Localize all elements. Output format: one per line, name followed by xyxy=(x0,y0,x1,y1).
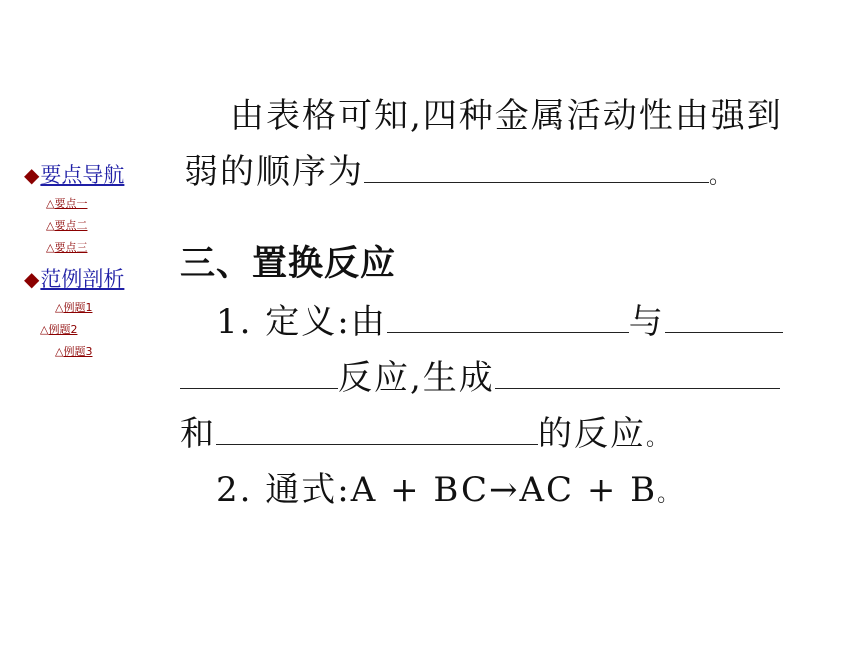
diamond-bullet-icon: ◆ xyxy=(24,267,40,291)
nav-section-key-points[interactable] xyxy=(24,162,124,188)
nav-link-examples[interactable]: 范例剖析 xyxy=(40,267,125,291)
triangle-icon: △ xyxy=(55,345,64,358)
answer-blank-2b[interactable] xyxy=(180,358,338,389)
definition-with: 与 xyxy=(628,302,665,342)
nav-item-example-1[interactable] xyxy=(55,301,92,315)
nav-item-key-point-3[interactable] xyxy=(46,241,87,255)
text-line-1: 由表格可知,四种金属活动性由强到 xyxy=(230,96,783,136)
triangle-icon: △ xyxy=(55,301,64,314)
definition-and: 和 xyxy=(180,414,216,454)
end-mark: 。 xyxy=(709,164,732,189)
nav-link-key-points[interactable]: 要点导航 xyxy=(40,163,125,187)
order-label: 弱的顺序为 xyxy=(184,152,364,192)
answer-blank-order[interactable] xyxy=(364,152,709,183)
nav-item-key-point-2[interactable] xyxy=(46,219,87,233)
diamond-bullet-icon: ◆ xyxy=(24,163,40,187)
nav-link-example-2[interactable]: 例题2 xyxy=(48,323,78,336)
nav-link-key-point-2[interactable]: 要点二 xyxy=(54,219,88,232)
triangle-icon: △ xyxy=(46,219,55,232)
definition-end: 的反应 xyxy=(538,414,646,454)
definition-line-2 xyxy=(180,358,780,398)
end-mark: 。 xyxy=(657,482,680,507)
nav-link-example-3[interactable]: 例题3 xyxy=(63,345,93,358)
definition-prefix: 1. 定义:由 xyxy=(216,302,387,342)
definition-reaction-gen: 反应,生成 xyxy=(338,358,495,398)
nav-item-example-3[interactable] xyxy=(55,345,92,359)
formula-line xyxy=(216,470,679,515)
answer-blank-4[interactable] xyxy=(216,414,538,445)
side-navigation xyxy=(0,0,170,645)
nav-link-key-point-1[interactable]: 要点一 xyxy=(54,197,88,210)
text-line-2 xyxy=(184,152,731,197)
nav-item-example-2[interactable] xyxy=(40,323,77,337)
nav-link-example-1[interactable]: 例题1 xyxy=(63,301,93,314)
end-mark: 。 xyxy=(646,426,669,451)
nav-section-examples[interactable] xyxy=(24,266,124,292)
definition-line xyxy=(216,302,783,342)
triangle-icon: △ xyxy=(46,241,55,254)
answer-blank-1[interactable] xyxy=(387,302,629,333)
answer-blank-2a[interactable] xyxy=(665,302,783,333)
answer-blank-3[interactable] xyxy=(495,358,780,389)
definition-line-3 xyxy=(180,414,668,459)
triangle-icon: △ xyxy=(46,197,55,210)
nav-link-key-point-3[interactable]: 要点三 xyxy=(54,241,88,254)
section-heading: 三、置换反应 xyxy=(180,244,397,284)
nav-item-key-point-1[interactable] xyxy=(46,197,87,211)
triangle-icon: △ xyxy=(40,323,49,336)
general-formula: 2. 通式:A + BC→AC + B xyxy=(216,470,658,510)
